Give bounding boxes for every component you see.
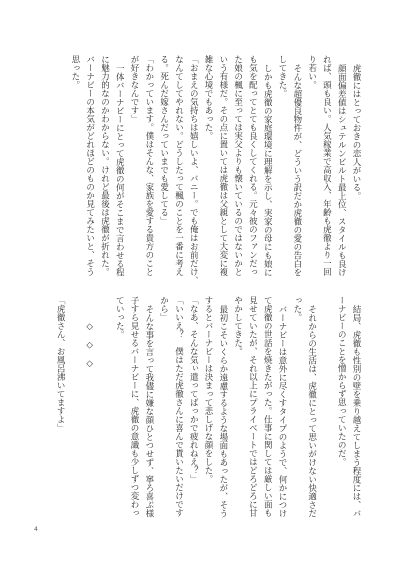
text-line: 雑な心境でもあった。 [203,55,214,140]
dialogue-line: 「なあ、そんな気ぃ遣ってばっかで疲れねえ？」 [188,296,199,483]
section-break-ornament: ◇ ◇ ◇ [84,321,95,369]
text-line: やかしてきた。 [232,296,243,356]
text-line: するとバーナビーは決まって悲しげな顔をした。 [203,296,214,483]
text-line: してきた。 [277,55,288,98]
text-line: も気を配ってとても良くしてくれる。元々彼のファンだっ [247,55,258,276]
text-line: れば、頭も良い。人気稼業で高収入、年齢も虎徹より一回 [321,55,332,276]
blank-line [97,296,112,518]
text-line: 最初こそいくらか遠慮するような場面もあったが、そう [217,304,228,517]
dialogue-line: なんてしてやれない。どうしたって楓のことを一番に考え [173,55,184,276]
text-line: に魅力的なのかわからない。けれど最後は虎徹が折れた。 [99,55,110,276]
dialogue-line: 「虎徹さん、お風呂沸いてますよ」 [55,296,66,432]
dialogue-line: 「わかっています。僕はそんな、家族を愛する貴方のこと [143,55,154,276]
blank-line [67,296,82,518]
dialogue-line: 「おまえの気持ちは嬉しいよ、バニー。でも俺はお前だけ、 [188,55,199,285]
text-line: 虎徹にはとっておきの恋人がいる。 [351,63,361,200]
text-line: ーナビーのことを憎からず思っていたのだ。 [336,296,347,466]
text-line: 結局、虎徹も性別の壁を乗り越えてしまう程度には、バ [351,304,361,517]
text-line: り若い。 [306,55,317,89]
page-number: 4 [34,526,38,533]
upper-text-block [67,55,363,285]
blank-line [319,296,334,518]
text-line: バーナビーの本気がどれほどのものか見てみたいと、そう [84,55,95,276]
text-line: 一体バーナビーにとって虎徹の何がそこまで言わせる程 [114,63,125,276]
text-line: て虎徹の世話を焼きたがった。仕事に関しては厳しい面も [262,296,273,517]
text-line: しかも虎徹の家庭環境に理解を示し、実家の母にも娘に [262,63,273,276]
text-line: った。 [291,296,302,322]
text-line: た娘の楓に至っては実父よりも懐いているのではないかと [232,55,243,276]
text-line: 顔面偏差値はシュテルンビルト最上位、スタイルも良け [336,63,347,276]
text-line: そんな超優良物件が、どういう訳だか虎徹の愛の告白を [291,63,302,276]
text-line: いう有様だ。その点に置いては虎徹は父親として大変に複 [217,55,228,276]
text-line: バーナビーは意外に尽くすタイプのようで、何かにつけ [277,304,288,517]
text-line: そんな事を言って我儘に嫌な顔ひとつせず、寧ろ喜ぶ様 [143,304,154,517]
dialogue-line: る。死んだ嫁さんだっていまでも愛してる」 [158,55,169,225]
dialogue-line: から」 [158,296,169,322]
dialogue-line: 「いいえ？ 僕はただ虎徹さんに喜んで貰いたいだけです [173,296,184,517]
text-line: 思った。 [69,55,80,89]
text-line: 見せていたが、それ以上にプライベートではどろどろに甘 [247,296,258,517]
text-line: それからの生活は、虎徹にとって思いがけない快適さだ [306,304,317,517]
text-line: 子すら見せるバーナビーに、虎徹の意識も少しずつ変わっ [129,296,140,517]
dialogue-line: が好きなんです」 [129,55,140,123]
lower-text-block [52,296,363,518]
text-line: ていった。 [114,296,125,339]
